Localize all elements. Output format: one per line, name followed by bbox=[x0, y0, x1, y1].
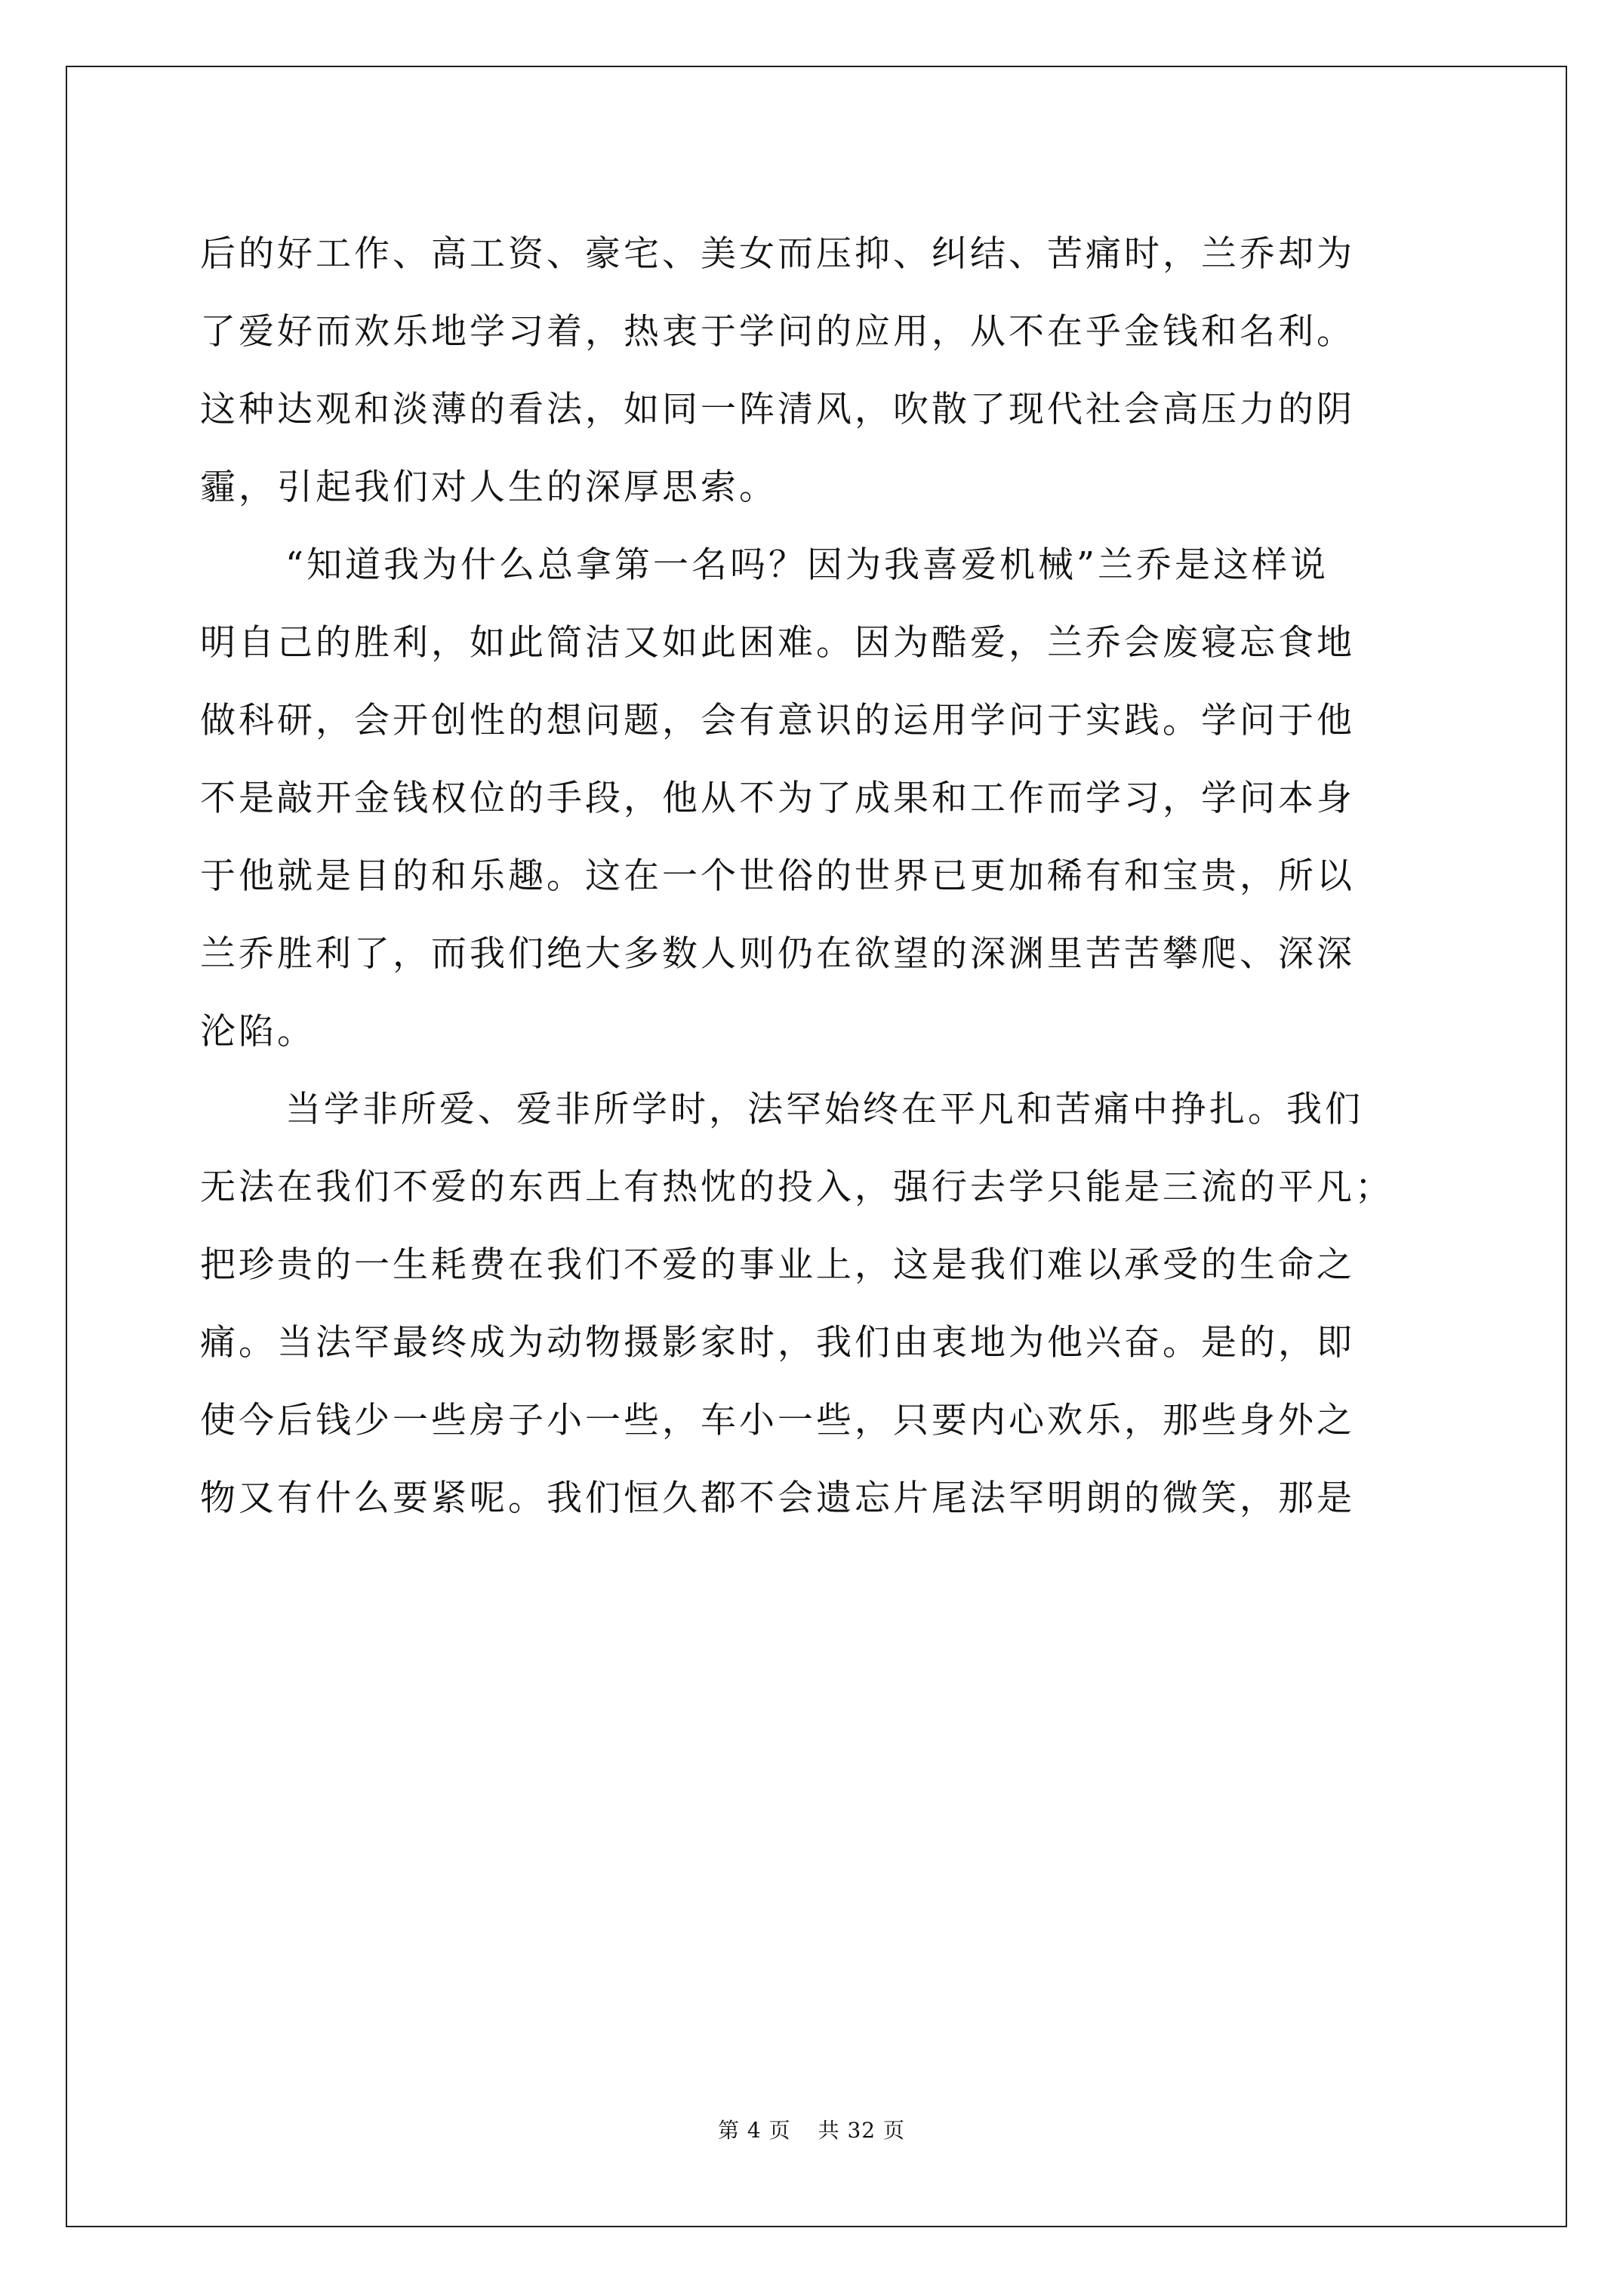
text-line: 这种达观和淡薄的看法，如同一阵清风，吹散了现代社会高压力的阴 bbox=[200, 389, 1355, 430]
text-line: 痛。当法罕最终成为动物摄影家时，我们由衷地为他兴奋。是的，即 bbox=[200, 1322, 1355, 1364]
paragraph-first-line: 当学非所爱、爱非所学时，法罕始终在平凡和苦痛中挣扎。我们 bbox=[285, 1089, 1363, 1130]
text-line: 做科研，会开创性的想问题，会有意识的运用学问于实践。学问于他 bbox=[200, 700, 1355, 741]
text-line: 不是敲开金钱权位的手段，他从不为了成果和工作而学习，学问本身 bbox=[200, 778, 1355, 819]
text-line: 了爱好而欢乐地学习着，热衷于学问的应用，从不在乎金钱和名利。 bbox=[200, 311, 1355, 353]
text-line: 兰乔胜利了，而我们绝大多数人则仍在欲望的深渊里苦苦攀爬、深深 bbox=[200, 933, 1355, 975]
text-line: 沦陷。 bbox=[200, 1011, 316, 1052]
text-line: 把珍贵的一生耗费在我们不爱的事业上，这是我们难以承受的生命之 bbox=[200, 1244, 1355, 1286]
text-line: 物又有什么要紧呢。我们恒久都不会遗忘片尾法罕明朗的微笑，那是 bbox=[200, 1478, 1355, 1519]
text-line: 后的好工作、高工资、豪宅、美女而压抑、纠结、苦痛时，兰乔却为 bbox=[200, 233, 1355, 275]
page-total: 共 32 页 bbox=[818, 2118, 906, 2143]
text-line: 无法在我们不爱的东西上有热忱的投入，强行去学只能是三流的平凡； bbox=[200, 1166, 1394, 1208]
text-line: 于他就是目的和乐趣。这在一个世俗的世界已更加稀有和宝贵，所以 bbox=[200, 855, 1355, 897]
text-line: 明自己的胜利，如此简洁又如此困难。因为酷爱，兰乔会废寝忘食地 bbox=[200, 622, 1355, 664]
paragraph-first-line: “知道我为什么总拿第一名吗？因为我喜爱机械”兰乔是这样说 bbox=[285, 544, 1329, 586]
text-line: 使今后钱少一些房子小一些，车小一些，只要内心欢乐，那些身外之 bbox=[200, 1400, 1355, 1441]
page-footer bbox=[0, 2114, 1623, 2144]
page-number: 第 4 页 bbox=[717, 2118, 791, 2143]
text-line: 霾，引起我们对人生的深厚思索。 bbox=[200, 467, 778, 508]
